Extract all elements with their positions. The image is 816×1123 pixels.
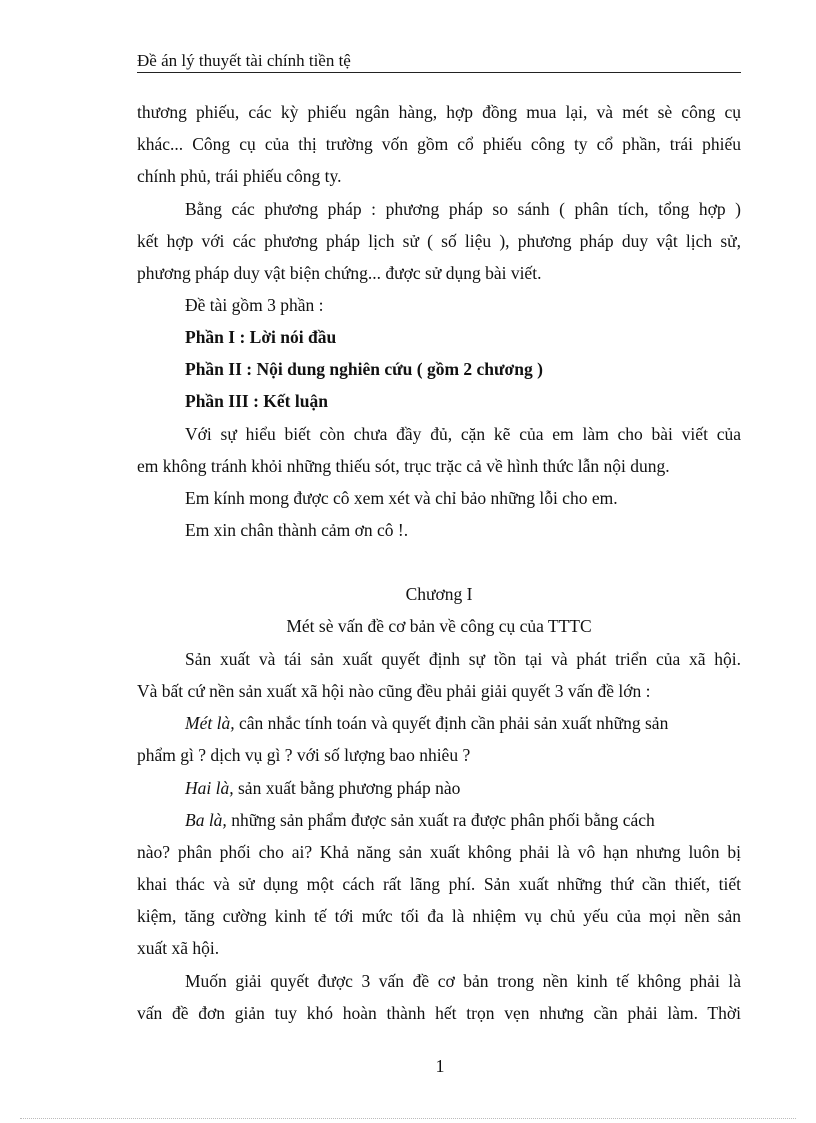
italic-lead: Mét là, <box>185 713 235 733</box>
text-line: Và bất cứ nền sản xuất xã hội nào cũng đều phải giải quyết 3 vấn đề lớn : <box>137 681 651 701</box>
text-line: phương pháp duy vật biện chứng... được sử dụng bài viết. <box>137 263 542 283</box>
text-line: Bằng các phương pháp : phương pháp so sánh ( phân tích, tổng hợp ) <box>185 199 741 219</box>
text-line: em không tránh khỏi những thiếu sót, trục trặc cả về hình thức lẫn nội dung. <box>137 456 670 476</box>
part-heading: Phần III : Kết luận <box>185 391 328 411</box>
italic-lead: Ba là, <box>185 810 227 830</box>
text-span: những sản phẩm được sản xuất ra được phân phối bằng cách <box>226 810 655 830</box>
part-heading: Phần I : Lời nói đầu <box>185 327 337 347</box>
text-line: phẩm gì ? dịch vụ gì ? với số lượng bao nhiêu ? <box>137 745 471 765</box>
text-line: thương phiếu, các kỳ phiếu ngân hàng, hợp đồng mua lại, và mét sè công cụ <box>137 102 741 122</box>
text-line: Em xin chân thành cảm ơn cô !. <box>185 520 409 540</box>
text-line: Muốn giải quyết được 3 vấn đề cơ bản trong nền kinh tế không phải là <box>185 971 741 991</box>
text-line: kết hợp với các phương pháp lịch sử ( số liệu ), phương pháp duy vật lịch sử, <box>137 231 741 251</box>
text-line <box>185 713 741 733</box>
text-line: chính phủ, trái phiếu công ty. <box>137 166 342 186</box>
part-heading: Phần II : Nội dung nghiên cứu ( gồm 2 chương ) <box>185 359 543 379</box>
chapter-title: Chương I <box>405 584 473 604</box>
text-line: khai thác và sử dụng một cách rất lãng phí. Sản xuất những thứ cần thiết, tiết <box>137 874 741 894</box>
text-line <box>185 778 741 798</box>
text-span: sản xuất bằng phương pháp nào <box>233 778 461 798</box>
text-span: cân nhắc tính toán và quyết định cần phải sản xuất những sản <box>234 713 669 733</box>
text-line: xuất xã hội. <box>137 938 220 958</box>
text-line <box>185 810 741 830</box>
page-edge-divider <box>20 1118 796 1119</box>
text-line: Với sự hiểu biết còn chưa đầy đủ, cặn kẽ của em làm cho bài viết của <box>185 424 741 444</box>
text-line: vấn đề đơn giản tuy khó hoàn thành hết trọn vẹn nhưng cần phải làm. Thời <box>137 1003 741 1023</box>
page-header: Đề án lý thuyết tài chính tiền tệ <box>137 50 741 73</box>
text-line: kiệm, tăng cường kinh tế tới mức tối đa là nhiệm vụ chủ yếu của mọi nền sản <box>137 906 741 926</box>
text-line: Sản xuất và tái sản xuất quyết định sự tồn tại và phát triển của xã hội. <box>185 649 741 669</box>
chapter-subtitle: Mét sè vấn đề cơ bản về công cụ của TTTC <box>286 616 592 636</box>
text-line: Đề tài gồm 3 phần : <box>185 295 324 315</box>
italic-lead: Hai là, <box>185 778 234 798</box>
text-line: nào? phân phối cho ai? Khả năng sản xuất không phải là vô hạn nhưng luôn bị <box>137 842 741 862</box>
page-number: 1 <box>435 1056 445 1076</box>
text-line: Em kính mong được cô xem xét và chỉ bảo những lỗi cho em. <box>185 488 618 508</box>
text-line: khác... Công cụ của thị trường vốn gồm cổ phiếu công ty cổ phần, trái phiếu <box>137 134 741 154</box>
